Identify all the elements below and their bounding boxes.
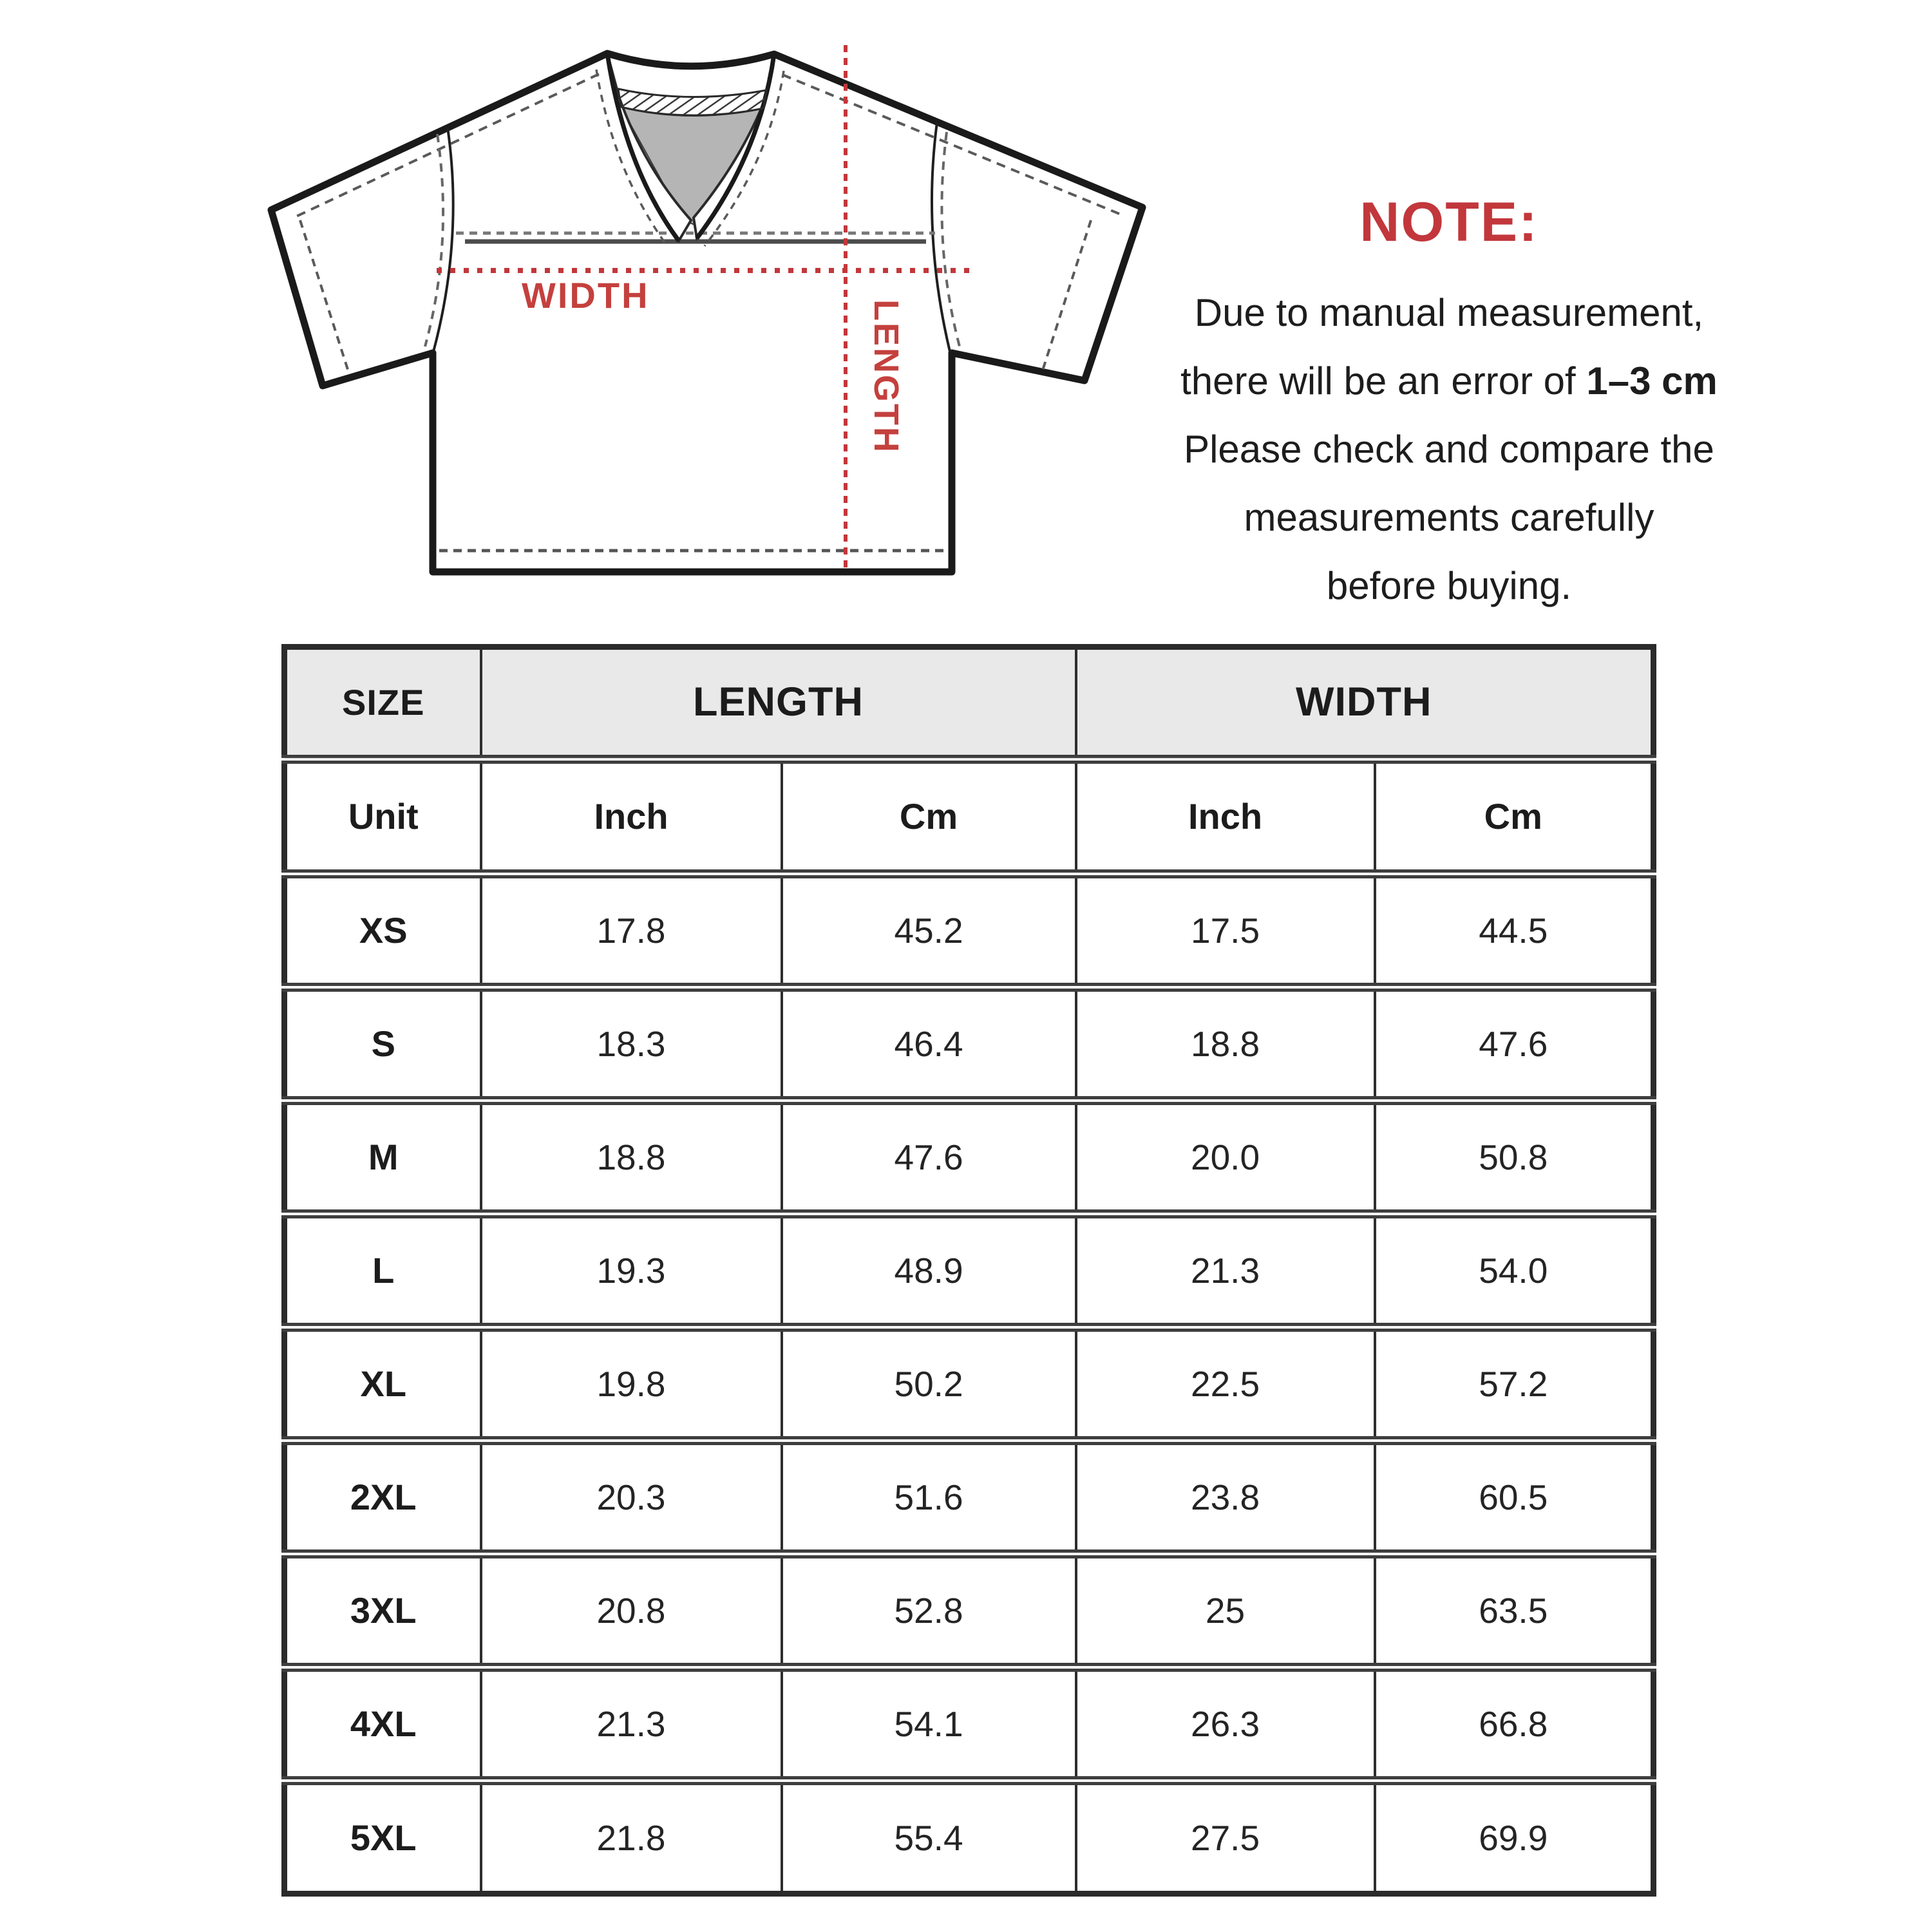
length-inch-value: 19.8	[481, 1327, 782, 1441]
width-measure-label: WIDTH	[522, 275, 650, 316]
width-inch-value: 23.8	[1076, 1441, 1375, 1554]
size-label: 2XL	[285, 1441, 481, 1554]
width-inch-value: 27.5	[1076, 1781, 1375, 1894]
size-column-header: SIZE	[285, 647, 481, 759]
length-cm-value: 50.2	[782, 1327, 1076, 1441]
length-inch-value: 21.3	[481, 1667, 782, 1781]
width-inch-value: 26.3	[1076, 1667, 1375, 1781]
width-inch-value: 25	[1076, 1554, 1375, 1667]
size-label: XL	[285, 1327, 481, 1441]
note-title: NOTE:	[1359, 191, 1539, 253]
length-column-header: LENGTH	[481, 647, 1076, 759]
length-inch-value: 18.3	[481, 987, 782, 1101]
width-inch-value: 20.0	[1076, 1101, 1375, 1214]
size-label: M	[285, 1101, 481, 1214]
table-row	[285, 1667, 1654, 1781]
length-cm-value: 55.4	[782, 1781, 1076, 1894]
length-cm-value: 48.9	[782, 1214, 1076, 1327]
length-inch-value: 21.8	[481, 1781, 782, 1894]
note-line-3: Please check and compare the	[1184, 428, 1714, 471]
length-cm-value: 46.4	[782, 987, 1076, 1101]
width-cm-value: 44.5	[1375, 874, 1654, 987]
width-cm-value: 47.6	[1375, 987, 1654, 1101]
note-line-2-text: there will be an error of	[1180, 359, 1587, 402]
note-line-5: before buying.	[1326, 564, 1572, 607]
length-cm-value: 45.2	[782, 874, 1076, 987]
table-row	[285, 1441, 1654, 1554]
width-cm-header: Cm	[1375, 759, 1654, 874]
width-cm-value: 54.0	[1375, 1214, 1654, 1327]
length-cm-header: Cm	[782, 759, 1076, 874]
table-row	[285, 1327, 1654, 1441]
width-inch-value: 18.8	[1076, 987, 1375, 1101]
size-label: L	[285, 1214, 481, 1327]
note-block	[1146, 191, 1752, 620]
length-cm-value: 47.6	[782, 1101, 1076, 1214]
jersey-measurement-diagram	[238, 6, 1153, 599]
width-column-header: WIDTH	[1076, 647, 1654, 759]
length-inch-header: Inch	[481, 759, 782, 874]
table-header-row	[285, 647, 1654, 759]
size-label: 3XL	[285, 1554, 481, 1667]
table-row	[285, 874, 1654, 987]
unit-label: Unit	[285, 759, 481, 874]
size-label: XS	[285, 874, 481, 987]
table-row	[285, 1781, 1654, 1894]
width-inch-value: 22.5	[1076, 1327, 1375, 1441]
length-cm-value: 51.6	[782, 1441, 1076, 1554]
length-inch-value: 20.8	[481, 1554, 782, 1667]
width-cm-value: 63.5	[1375, 1554, 1654, 1667]
width-cm-value: 66.8	[1375, 1667, 1654, 1781]
note-line-2-bold: 1–3 cm	[1586, 359, 1718, 402]
length-inch-value: 18.8	[481, 1101, 782, 1214]
note-line-2	[1146, 347, 1752, 415]
width-inch-value: 17.5	[1076, 874, 1375, 987]
size-table	[281, 644, 1656, 1897]
length-cm-value: 52.8	[782, 1554, 1076, 1667]
unit-row	[285, 759, 1654, 874]
width-inch-header: Inch	[1076, 759, 1375, 874]
length-inch-value: 20.3	[481, 1441, 782, 1554]
note-line-4: measurements carefully	[1244, 496, 1654, 539]
size-label: S	[285, 987, 481, 1101]
width-cm-value: 69.9	[1375, 1781, 1654, 1894]
length-measure-label: LENGTH	[867, 299, 905, 454]
length-inch-value: 17.8	[481, 874, 782, 987]
note-line-1: Due to manual measurement,	[1194, 291, 1704, 334]
table-row	[285, 987, 1654, 1101]
width-inch-value: 21.3	[1076, 1214, 1375, 1327]
table-row	[285, 1101, 1654, 1214]
length-inch-value: 19.3	[481, 1214, 782, 1327]
size-label: 5XL	[350, 1817, 417, 1859]
length-cm-value: 54.1	[782, 1667, 1076, 1781]
table-row	[285, 1554, 1654, 1667]
width-cm-value: 60.5	[1375, 1441, 1654, 1554]
width-cm-value: 57.2	[1375, 1327, 1654, 1441]
table-row	[285, 1214, 1654, 1327]
size-label: 4XL	[285, 1667, 481, 1781]
width-cm-value: 50.8	[1375, 1101, 1654, 1214]
